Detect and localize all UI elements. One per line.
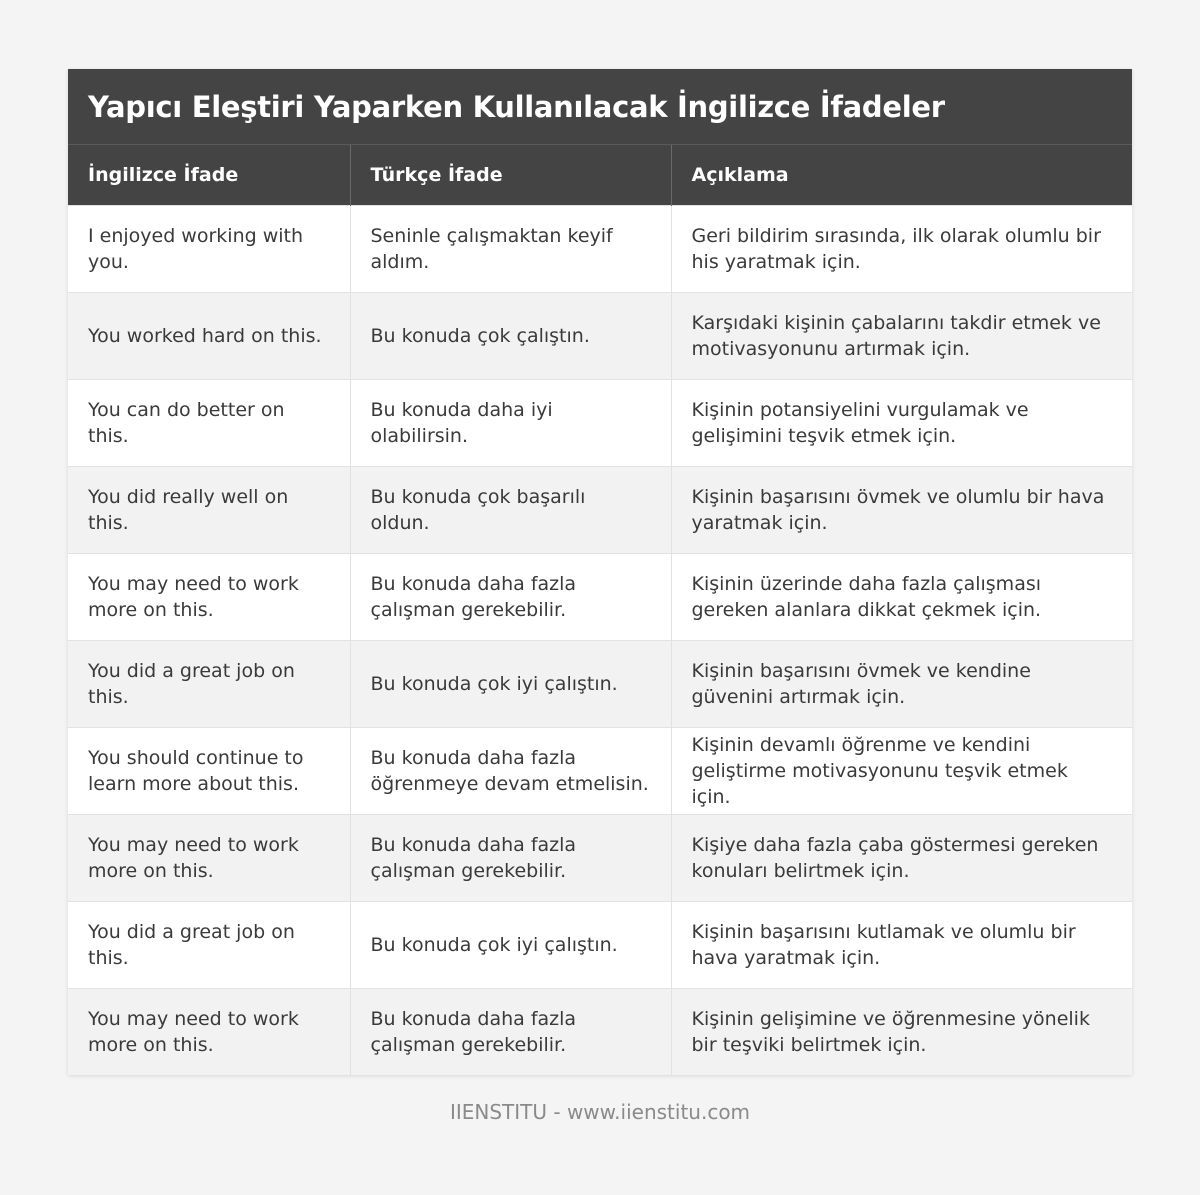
cell-turkish: Bu konuda çok çalıştın. [350,292,671,379]
cell-english: I enjoyed working with you. [68,205,350,292]
cell-description: Kişinin başarısını kutlamak ve olumlu bir hava yaratmak için. [671,901,1132,988]
cell-english: You can do better on this. [68,379,350,466]
cell-turkish: Bu konuda daha fazla çalışman gerekebilir. [350,814,671,901]
cell-english: You did a great job on this. [68,640,350,727]
table-row [68,292,1132,379]
table-row [68,553,1132,640]
cell-turkish: Bu konuda çok başarılı oldun. [350,466,671,553]
cell-english: You may need to work more on this. [68,814,350,901]
table-row [68,640,1132,727]
phrases-card [68,69,1132,1075]
cell-turkish: Bu konuda daha fazla öğrenmeye devam etmelisin. [350,727,671,814]
table-row [68,814,1132,901]
table-row [68,379,1132,466]
column-header-turkish: Türkçe İfade [350,145,671,205]
cell-description: Kişinin gelişimine ve öğrenmesine yönelik bir teşviki belirtmek için. [671,988,1132,1075]
phrases-table [68,145,1132,1075]
cell-english: You may need to work more on this. [68,553,350,640]
table-row [68,466,1132,553]
table-row [68,205,1132,292]
cell-english: You worked hard on this. [68,292,350,379]
cell-description: Kişinin başarısını övmek ve olumlu bir hava yaratmak için. [671,466,1132,553]
cell-turkish: Bu konuda daha fazla çalışman gerekebilir. [350,553,671,640]
column-header-english: İngilizce İfade [68,145,350,205]
cell-english: You may need to work more on this. [68,988,350,1075]
cell-description: Kişinin devamlı öğrenme ve kendini geliştirme motivasyonunu teşvik etmek için. [671,727,1132,814]
cell-description: Kişiye daha fazla çaba göstermesi gereken konuları belirtmek için. [671,814,1132,901]
cell-turkish: Bu konuda daha fazla çalışman gerekebilir. [350,988,671,1075]
cell-turkish: Bu konuda çok iyi çalıştın. [350,901,671,988]
cell-description: Kişinin potansiyelini vurgulamak ve gelişimini teşvik etmek için. [671,379,1132,466]
cell-description: Karşıdaki kişinin çabalarını takdir etmek ve motivasyonunu artırmak için. [671,292,1132,379]
cell-english: You did a great job on this. [68,901,350,988]
table-row [68,901,1132,988]
cell-english: You did really well on this. [68,466,350,553]
footer-credit: IIENSTITU - www.iienstitu.com [449,1100,751,1124]
table-row [68,988,1132,1075]
cell-description: Geri bildirim sırasında, ilk olarak olumlu bir his yaratmak için. [671,205,1132,292]
page-title: Yapıcı Eleştiri Yaparken Kullanılacak İngilizce İfadeler [88,89,945,124]
cell-description: Kişinin üzerinde daha fazla çalışması gereken alanlara dikkat çekmek için. [671,553,1132,640]
table-row [68,727,1132,814]
cell-turkish: Bu konuda çok iyi çalıştın. [350,640,671,727]
cell-turkish: Seninle çalışmaktan keyif aldım. [350,205,671,292]
cell-description: Kişinin başarısını övmek ve kendine güvenini artırmak için. [671,640,1132,727]
column-header-description: Açıklama [671,145,1132,205]
cell-english: You should continue to learn more about this. [68,727,350,814]
table-header-row [68,145,1132,205]
cell-turkish: Bu konuda daha iyi olabilirsin. [350,379,671,466]
title-bar [68,69,1132,145]
